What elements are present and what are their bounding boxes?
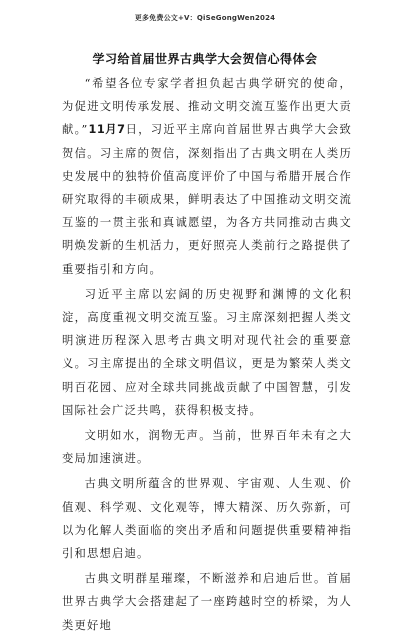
paragraph-5: 古典文明群星璀璨，不断滋养和启迪后世。首届世界古典学大会搭建起了一座跨越时空的桥梁，为人类更好地 (62, 572, 352, 632)
paragraph-3: 文明如水，润物无声。当前，世界百年未有之大变局加速演进。 (62, 429, 352, 466)
header-note: 更多免费公文+V：QiSeGongWen2024 (134, 14, 276, 22)
paragraph-1 (62, 72, 352, 281)
document-title: 学习给首届世界古典学大会贺信心得体会 (92, 52, 318, 66)
paragraph-2: 习近平主席以宏阔的历史视野和渊博的文化积淀，高度重视文明交流互鉴。习主席深刻把握人类文明演进历程深入思考古典文明对现代社会的重要意义。习主席提出的全球文明倡议，更是为繁荣人类文明百花园、应对全球共同挑战贡献了中国智慧，引发国际社会广泛共鸣，获得积极支持。 (62, 287, 352, 417)
paragraph-1-quote: “希望各位专家学者担负起古典学研究的使命，为促进文明传承发展、推动文明交流互鉴作出更大贡献。” (62, 77, 352, 137)
document-body (62, 72, 352, 639)
paragraph-4: 古典文明所蕴含的世界观、宇宙观、人生观、价值观、科学观、文化观等，博大精深、历久弥新，可以为化解人类面临的突出矛盾和问题提供重要精神指引和思想启迪。 (62, 477, 352, 561)
paragraph-1-date: 11月7 (88, 123, 126, 137)
paragraph-1-rest: 日，习近平主席向首届世界古典学大会致贺信。习主席的贺信，深刻指出了古典文明在人类历史发展中的独特价值高度评价了中国与希腊开展合作研究取得的丰硕成果，鲜明表达了中国推动文明交流互鉴的一贯主张和真诚愿望，为各方共同推动古典文明焕发新的生机活力，更好照亮人类前行之路提供了重要指引和方向。 (62, 123, 352, 276)
